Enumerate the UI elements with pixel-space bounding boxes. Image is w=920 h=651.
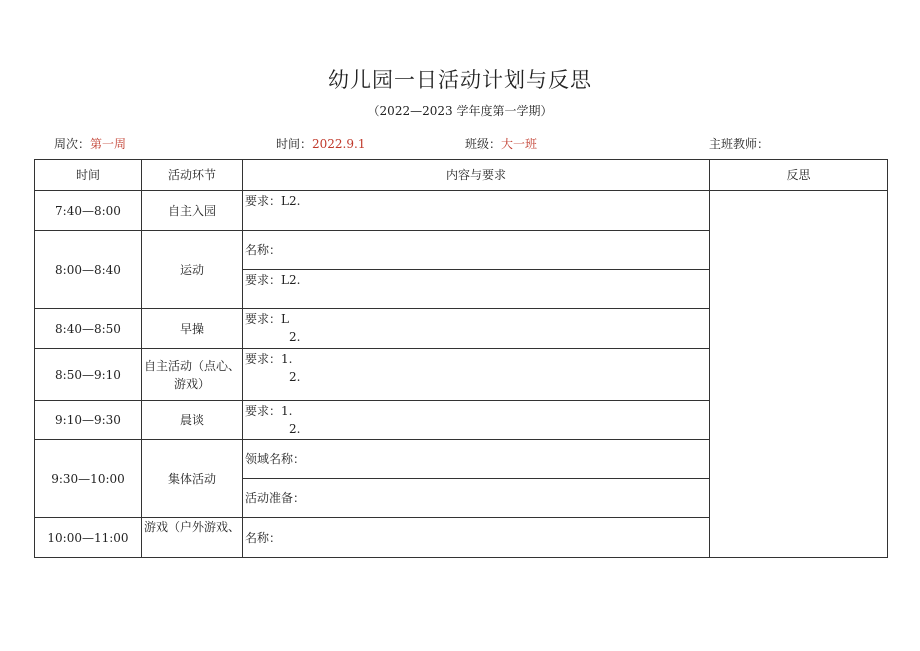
- table-header-row: [35, 160, 888, 191]
- row-activity: 自主入园: [142, 191, 243, 231]
- content-line: 2.: [289, 422, 301, 436]
- row-time: 8:50—9:10: [35, 349, 142, 401]
- row-time: 9:30—10:00: [35, 440, 142, 518]
- row-time: 7:40—8:00: [35, 191, 142, 231]
- row-content[interactable]: [243, 349, 710, 401]
- row-time: 8:40—8:50: [35, 309, 142, 349]
- week-value: 第一周: [90, 137, 127, 151]
- row-content[interactable]: 名称：: [243, 231, 710, 270]
- row-content[interactable]: [243, 309, 710, 349]
- row-activity: [142, 518, 243, 558]
- row-activity: 运动: [142, 231, 243, 309]
- row-content[interactable]: 活动准备：: [243, 479, 710, 518]
- header-reflection: 反思: [710, 160, 888, 191]
- row-activity-text: 自主活动（点心、游戏）: [144, 358, 241, 391]
- row-content[interactable]: 名称：: [243, 518, 710, 558]
- row-content[interactable]: [243, 401, 710, 440]
- reflection-cell[interactable]: [710, 191, 888, 558]
- page-subtitle: （2022—2023 学年度第一学期）: [367, 104, 553, 118]
- row-content[interactable]: 要求：L2.: [243, 270, 710, 309]
- time-label: 时间：: [276, 137, 313, 151]
- content-line: 要求：L: [245, 312, 289, 326]
- teacher-field: [709, 135, 769, 152]
- class-label: 班级：: [465, 137, 502, 151]
- content-line: 2.: [289, 330, 301, 344]
- row-content[interactable]: 领域名称：: [243, 440, 710, 479]
- time-value: 2022.9.1: [312, 137, 366, 151]
- content-line: 要求：1.: [245, 352, 293, 366]
- row-activity: 晨谈: [142, 401, 243, 440]
- row-time: 9:10—9:30: [35, 401, 142, 440]
- row-activity-text: 游戏（户外游戏、: [144, 520, 241, 534]
- time-field: [276, 135, 365, 152]
- row-activity: 早操: [142, 309, 243, 349]
- class-value: 大一班: [501, 137, 538, 151]
- week-field: [54, 135, 126, 152]
- content-line: 要求：1.: [245, 404, 293, 418]
- teacher-label: 主班教师：: [709, 137, 770, 151]
- plan-table: [34, 159, 888, 558]
- row-activity: 集体活动: [142, 440, 243, 518]
- header-time: 时间: [35, 160, 142, 191]
- content-line: 2.: [289, 370, 301, 384]
- header-content: 内容与要求: [243, 160, 710, 191]
- class-field: [465, 135, 537, 152]
- row-time: 8:00—8:40: [35, 231, 142, 309]
- table-row: [35, 191, 888, 231]
- page-title: 幼儿园一日活动计划与反思: [328, 68, 592, 92]
- header-activity: 活动环节: [142, 160, 243, 191]
- row-content[interactable]: 要求：L2.: [243, 191, 710, 231]
- row-time: 10:00—11:00: [35, 518, 142, 558]
- row-activity: [142, 349, 243, 401]
- week-label: 周次：: [54, 137, 91, 151]
